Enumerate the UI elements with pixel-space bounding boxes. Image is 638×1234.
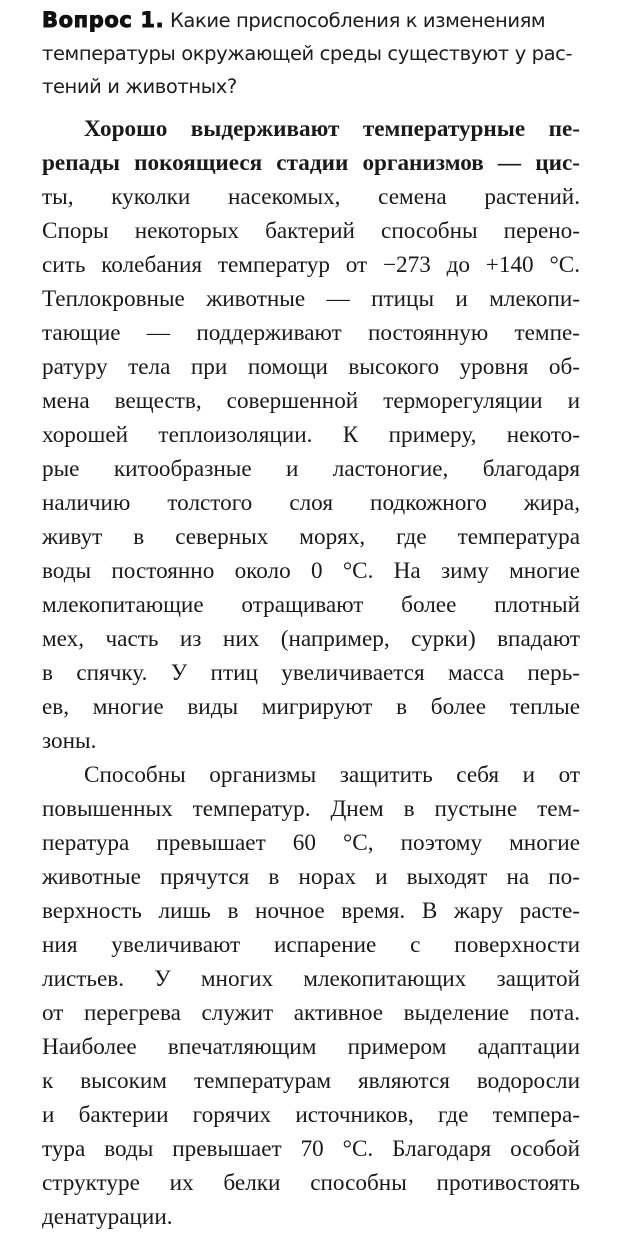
text-line: воды постоянно около 0 °С. На зиму многие [42, 558, 580, 584]
text-line: мех, часть из них (например, сурки) впадают [42, 626, 580, 652]
text-line: Теплокровные животные — птицы и млекопи- [42, 286, 580, 312]
text-line: тура воды превышает 70 °С. Благодаря особой [42, 1136, 580, 1162]
text-line: пература превышает 60 °С, поэтому многие [42, 830, 580, 856]
text-line: верхность лишь в ночное время. В жару расте- [42, 898, 580, 924]
question-line: температуры окружающей среды существуют у рас- [42, 42, 573, 65]
answer-block [42, 112, 580, 1234]
text-line: денатурации. [42, 1204, 173, 1230]
text-line: и бактерии горячих источников, где темпера- [42, 1102, 580, 1128]
answer-paragraph-2 [42, 758, 580, 1234]
text-line: от перегрева служит активное выделение пота. [42, 1000, 580, 1026]
text-line: ратуру тела при помощи высокого уровня об- [42, 354, 580, 380]
text-line: сить колебания температур от −273 до +140 °С. [42, 252, 580, 278]
text-line: млекопитающие отращивают более плотный [42, 592, 580, 618]
question-block [42, 4, 580, 103]
text-line: ты, куколки насекомых, семена растений. [42, 184, 580, 210]
text-line: рые китообразные и ластоногие, благодаря [42, 456, 580, 482]
text-line: животные прячутся в норах и выходят на по- [42, 864, 580, 890]
text-line: Споры некоторых бактерий способны перено- [42, 218, 580, 244]
text-line: мена веществ, совершенной терморегуляции и [42, 388, 580, 414]
question-text: Какие приспособления к изменениям [169, 9, 546, 32]
text-line: Хорошо выдерживают температурные пе- [84, 116, 580, 142]
question-line: тений и животных? [42, 75, 237, 98]
question-label: Вопрос 1. [42, 8, 165, 32]
text-line: Способны организмы защитить себя и от [84, 762, 580, 788]
text-line: ния увеличивают испарение с поверхности [42, 932, 580, 958]
question-line [42, 4, 580, 37]
text-line: структуре их белки способны противостоять [42, 1170, 580, 1196]
text-line: в спячку. У птиц увеличивается масса перь- [42, 660, 580, 686]
text-line: наличию толстого слоя подкожного жира, [42, 490, 580, 516]
answer-paragraph-1 [42, 112, 580, 758]
text-line: повышенных температур. Днем в пустыне тем- [42, 796, 580, 822]
text-line: тающие — поддерживают постоянную темпе- [42, 320, 580, 346]
text-line: ев, многие виды мигрируют в более теплые [42, 694, 580, 720]
text-line: зоны. [42, 728, 97, 754]
text-line: репады покоящиеся стадии организмов — цис- [42, 150, 580, 176]
text-line: листьев. У многих млекопитающих защитой [42, 966, 580, 992]
text-line: к высоким температурам являются водоросли [42, 1068, 580, 1094]
text-line: Наиболее впечатляющим примером адаптации [42, 1034, 580, 1060]
text-line: живут в северных морях, где температура [42, 524, 580, 550]
text-line: хорошей теплоизоляции. К примеру, некото- [42, 422, 580, 448]
textbook-page [42, 4, 580, 1234]
